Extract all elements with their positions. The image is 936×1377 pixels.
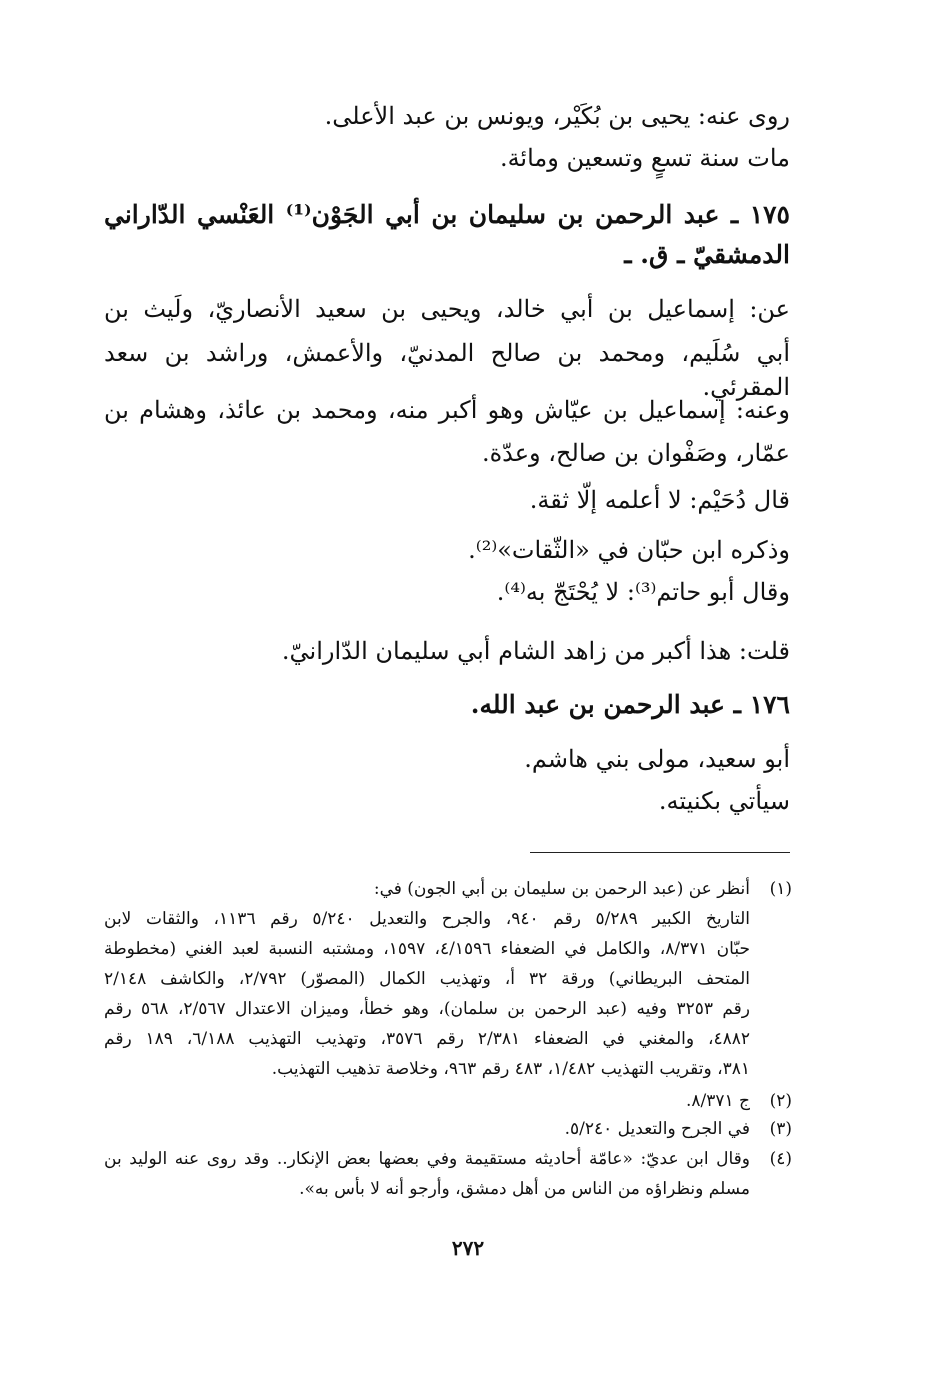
- entry-175-teachers-cont: أبي سُلَيم، ومحمد بن صالح المدنيّ، والأعمش، وراشد بن سعد المقرئي.: [104, 339, 790, 401]
- footnote-2-number: (٢): [769, 1091, 792, 1111]
- narrators-from-line: روى عنه: يحيى بن بُكَيْر، ويونس بن عبد الأعلى.: [324, 102, 790, 130]
- entry-175-teachers: عن: إسماعيل بن أبي خالد، ويحيى بن سعيد الأنصاريّ، ولَيث بن: [104, 295, 790, 323]
- footnote-4-line-1: وقال ابن عديّ: «عامّة أحاديثه مستقيمة وفي بعضها بعض الإنكار.. وقد روى عنه الوليد بن: [104, 1149, 750, 1169]
- footnote-separator: [530, 852, 790, 853]
- entry-176-note: سيأتي بكنيته.: [658, 787, 790, 815]
- entry-176-kunya: أبو سعيد، مولى بني هاشم.: [524, 745, 790, 773]
- footnote-1-number: (١): [769, 879, 792, 899]
- footnote-1-line-4: المتحف البريطاني) ورقة ٣٢ أ، وتهذيب الكمال (المصوّر) ٢/٧٩٢، والكاشف ٢/١٤٨: [104, 969, 750, 989]
- footnote-2-text: ج ٨/٣٧١.: [685, 1091, 750, 1111]
- footnote-4-line-2: مسلم ونظراؤه من الناس من أهل دمشق، وأرجو أنه لا بأس به».: [299, 1179, 750, 1199]
- death-year-line: مات سنة تسعٍ وتسعين ومائة.: [499, 144, 790, 172]
- entry-175-students-cont: عمّار، وصَفْوان بن صالح، وعدّة.: [481, 439, 790, 467]
- footnote-4-number: (٤): [769, 1149, 792, 1169]
- duhaym-statement: قال دُحَيْم: لا أعلمه إلّا ثقة.: [529, 486, 790, 514]
- author-comment: قلت: هذا أكبر من زاهد الشام أبي سليمان الدّارانيّ.: [281, 637, 790, 665]
- entry-176-heading: ١٧٦ ـ عبد الرحمن بن عبد الله.: [470, 690, 790, 719]
- entry-175-heading-cont: الدمشقيّ ـ ق. ـ: [624, 240, 790, 269]
- footnote-1-line-6: ٤٨٨٢، والمغني في الضعفاء ٢/٣٨١ رقم ٣٥٧٦، وتهذيب التهذيب ٦/١٨٨، ١٨٩ رقم: [104, 1029, 750, 1049]
- entry-175-students: وعنه: إسماعيل بن عيّاش وهو أكبر منه، ومحمد بن عائذ، وهشام بن: [104, 396, 790, 424]
- footnote-1-line-3: حبّان ٨/٣٧١، والكامل في الضعفاء ٤/١٥٩٦، ١٥٩٧، ومشتبه النسبة لعبد الغني (مخطوطة: [104, 939, 750, 959]
- footnote-1-line-2: التاريخ الكبير ٥/٢٨٩ رقم ٩٤٠، والجرح والتعديل ٥/٢٤٠ رقم ١١٣٦، والثقات لابن: [104, 909, 750, 929]
- ibn-hibban-statement: وذكره ابن حبّان في «الثّقات»⁽²⁾.: [468, 536, 790, 564]
- footnote-1-line-1: أنظر عن (عبد الرحمن بن سليمان بن أبي الجون) في:: [373, 879, 750, 899]
- abu-hatim-statement: وقال أبو حاتم⁽³⁾: لا يُحْتَجّ به⁽⁴⁾.: [496, 578, 790, 606]
- footnote-1-line-5: رقم ٣٢٥٣ وفيه (عبد الرحمن بن سلمان)، وهو خطأ، وميزان الاعتدال ٢/٥٦٧، ٥٦٨ رقم: [104, 999, 751, 1019]
- page-number: ٢٧٢: [451, 1236, 485, 1260]
- footnote-3-text: في الجرح والتعديل ٥/٢٤٠.: [564, 1119, 750, 1139]
- entry-175-heading: ١٧٥ ـ عبد الرحمن بن سليمان بن أبي الجَوْن⁽¹⁾ العَنْسي الدّاراني: [104, 200, 790, 229]
- footnote-3-number: (٣): [769, 1119, 792, 1139]
- footnote-1-line-7: ٣٨١، وتقريب التهذيب ١/٤٨٢، ٤٨٣ رقم ٩٦٣، وخلاصة تذهيب التهذيب.: [271, 1059, 750, 1079]
